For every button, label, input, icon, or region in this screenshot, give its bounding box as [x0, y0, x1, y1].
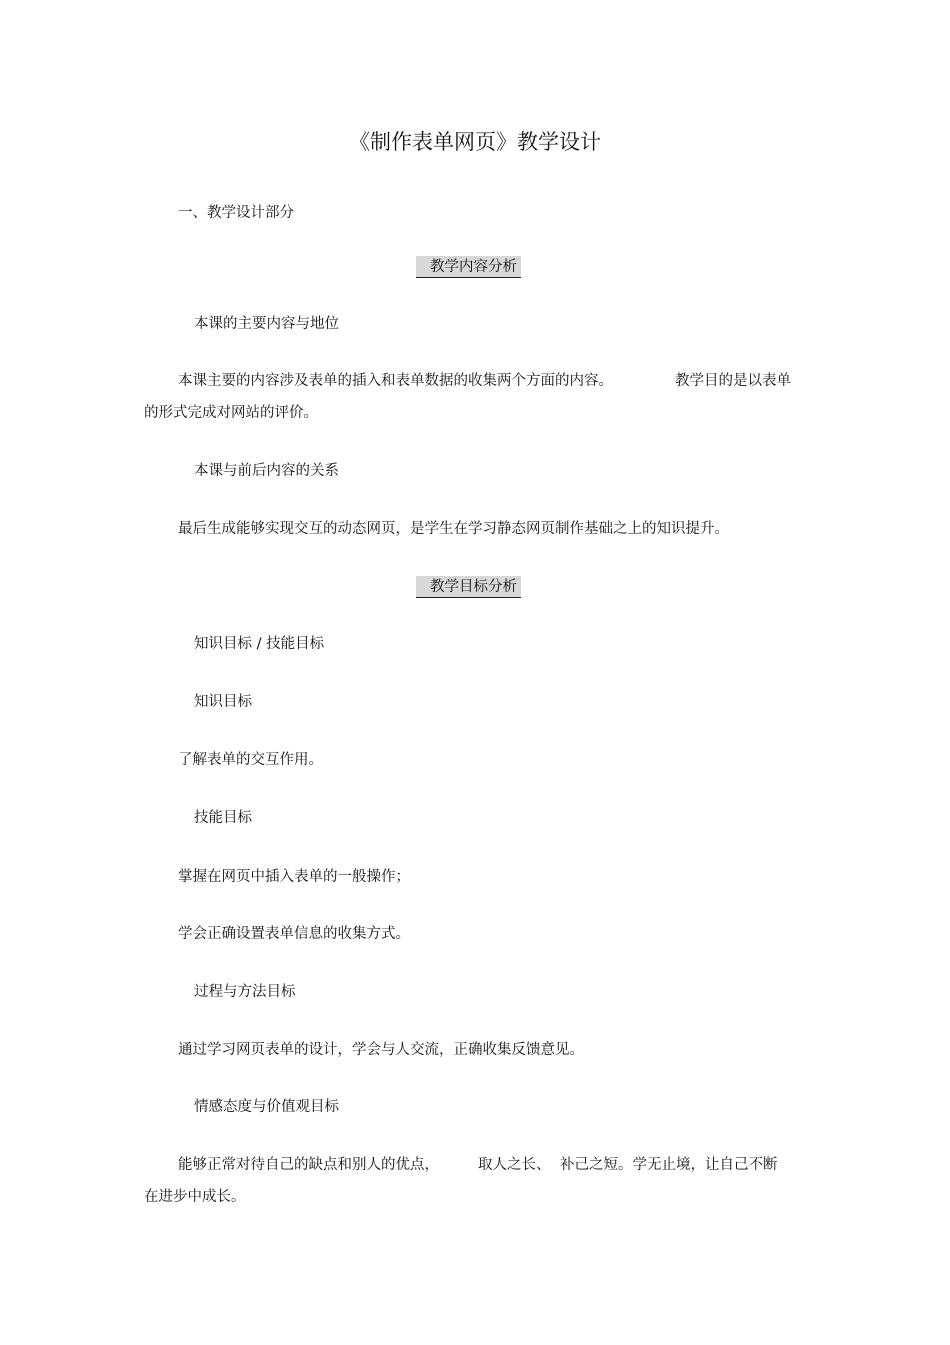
- subheading-skill: 技能目标: [194, 810, 252, 826]
- paragraph-line: 取人之长、: [478, 1157, 551, 1173]
- paragraph-line: 在进步中成长。: [144, 1189, 246, 1205]
- subheading-emotion: 情感态度与价值观目标: [194, 1099, 339, 1115]
- subheading-knowledge-skill: 知识目标 / 技能目标: [194, 636, 325, 652]
- paragraph-line: 最后生成能够实现交互的动态网页，是学生在学习静态网页制作基础之上的知识提升。: [178, 521, 729, 537]
- header-content-analysis: [416, 256, 521, 278]
- subheading-relation: 本课与前后内容的关系: [194, 463, 339, 479]
- subheading-main-content: 本课的主要内容与地位: [194, 316, 339, 332]
- header-label: 教学目标分析: [416, 576, 521, 598]
- subheading-process: 过程与方法目标: [194, 984, 296, 1000]
- header-label: 教学内容分析: [416, 256, 521, 278]
- paragraph-line: 掌握在网页中插入表单的一般操作；: [178, 869, 410, 885]
- header-goal-analysis: [416, 576, 521, 598]
- paragraph-line: 通过学习网页表单的设计，学会与人交流，正确收集反馈意见。: [178, 1042, 584, 1058]
- paragraph-line: 能够正常对待自己的缺点和别人的优点，: [178, 1157, 439, 1173]
- document-title: 《制作表单网页》教学设计: [349, 130, 601, 154]
- subheading-knowledge: 知识目标: [194, 694, 252, 710]
- paragraph-line: 的形式完成对网站的评价。: [144, 405, 318, 421]
- paragraph-line: 教学目的是以表单: [675, 373, 791, 389]
- paragraph-line: 补己之短。学无止境，让自己不断: [560, 1157, 778, 1173]
- paragraph-line: 了解表单的交互作用。: [178, 752, 323, 768]
- paragraph-line: 本课主要的内容涉及表单的插入和表单数据的收集两个方面的内容。: [178, 373, 613, 389]
- section-heading: 一、教学设计部分: [178, 205, 294, 221]
- paragraph-line: 学会正确设置表单信息的收集方式。: [178, 926, 410, 942]
